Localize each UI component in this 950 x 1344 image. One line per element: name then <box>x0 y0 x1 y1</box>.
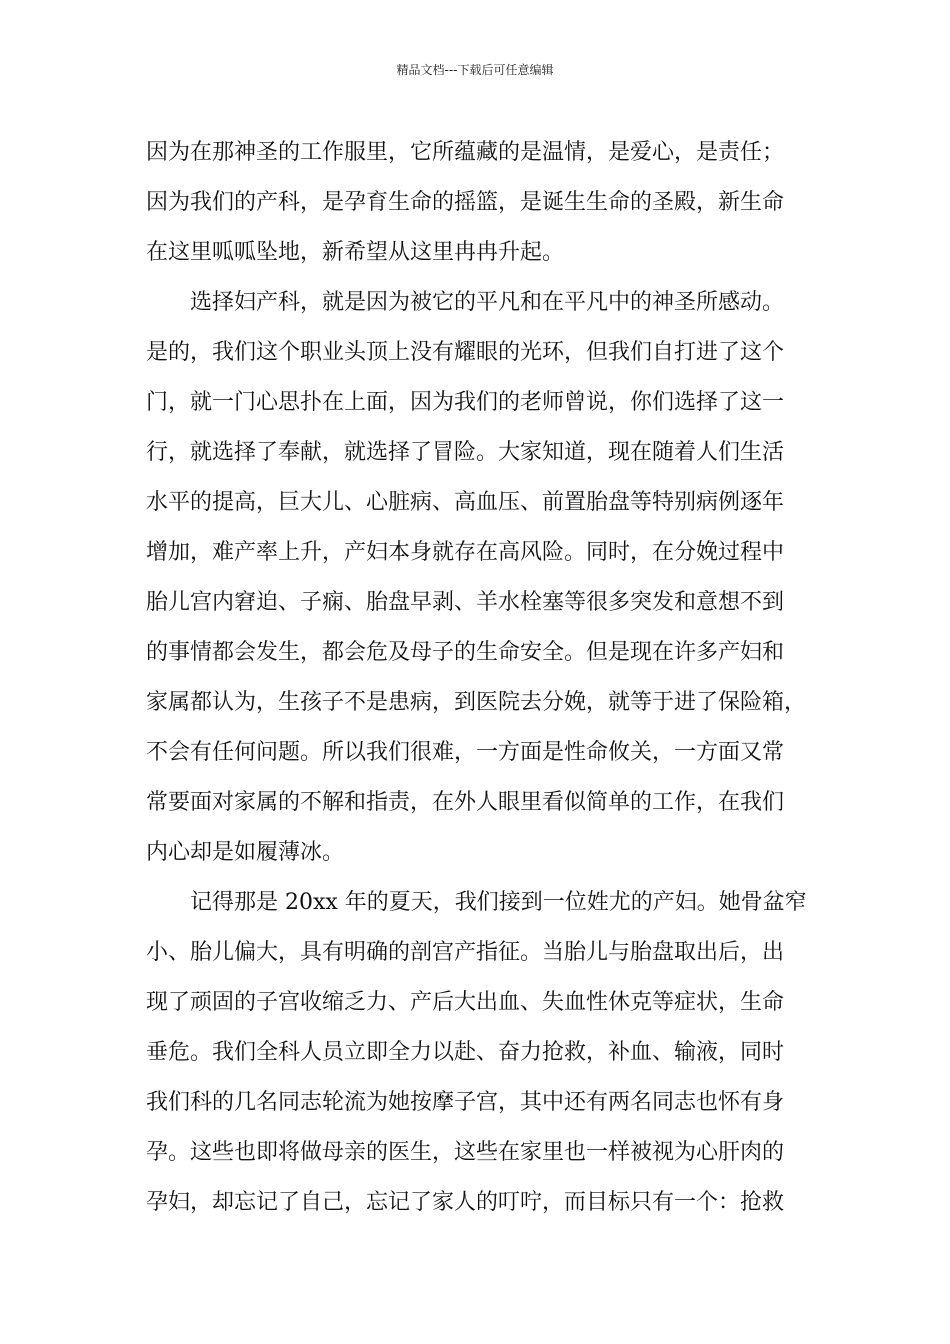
text-line: 是的，我们这个职业头顶上没有耀眼的光环，但我们自打进了这个 <box>146 340 785 365</box>
paragraph <box>146 128 826 278</box>
text-line: 水平的提高，巨大儿、心脏病、高血压、前置胎盘等特别病例逐年 <box>146 490 785 515</box>
text-line: 行，就选择了奉献，就选择了冒险。大家知道，现在随着人们生活 <box>146 440 785 465</box>
text-line: 垂危。我们全科人员立即全力以赴、奋力抢救，补血、输液，同时 <box>146 1040 785 1065</box>
document-body <box>146 128 826 1228</box>
text-line: 增加，难产率上升，产妇本身就存在高风险。同时，在分娩过程中 <box>146 540 785 565</box>
text-line: 选择妇产科，就是因为被它的平凡和在平凡中的神圣所感动。 <box>190 290 785 315</box>
page-header: 精品文档---下载后可任意编辑 <box>396 63 554 77</box>
text-line: 胎儿宫内窘迫、子痫、胎盘早剥、羊水栓塞等很多突发和意想不到 <box>146 590 785 615</box>
text-line: 因为我们的产科，是孕育生命的摇篮，是诞生生命的圣殿，新生命 <box>146 190 785 215</box>
text-line: 小、胎儿偏大，具有明确的剖宫产指征。当胎儿与胎盘取出后，出 <box>146 940 785 965</box>
text-line: 的事情都会发生，都会危及母子的生命安全。但是现在许多产妇和 <box>146 640 785 665</box>
text-line: 不会有任何问题。所以我们很难，一方面是性命攸关，一方面又常 <box>146 740 785 765</box>
text-line: 门，就一门心思扑在上面，因为我们的老师曾说，你们选择了这一 <box>146 390 785 415</box>
text-line: 现了顽固的子宫收缩乏力、产后大出血、失血性休克等症状，生命 <box>146 990 785 1015</box>
text-line: 常要面对家属的不解和指责，在外人眼里看似简单的工作，在我们 <box>146 790 785 815</box>
text-line: 家属都认为，生孩子不是患病，到医院去分娩，就等于进了保险箱， <box>146 690 807 715</box>
text-line: 因为在那神圣的工作服里，它所蕴藏的是温情，是爱心，是责任； <box>146 140 785 165</box>
text-line: 在这里呱呱坠地，新希望从这里冉冉升起。 <box>146 240 565 265</box>
paragraph <box>146 278 826 878</box>
text-line: 孕妇，却忘记了自己，忘记了家人的叮咛，而目标只有一个：抢救 <box>146 1190 785 1215</box>
text-line: 记得那是 20xx 年的夏天，我们接到一位姓尤的产妇。她骨盆窄 <box>190 890 807 915</box>
paragraph <box>146 878 826 1228</box>
text-line: 内心却是如履薄冰。 <box>146 840 345 865</box>
text-line: 我们科的几名同志轮流为她按摩子宫，其中还有两名同志也怀有身 <box>146 1090 785 1115</box>
text-line: 孕。这些也即将做母亲的医生，这些在家里也一样被视为心肝肉的 <box>146 1140 785 1165</box>
